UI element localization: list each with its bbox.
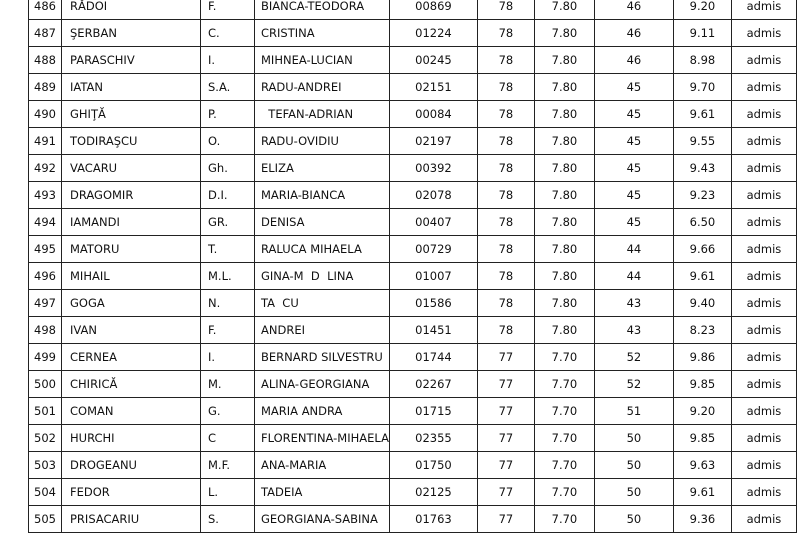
last-name-cell: HURCHI — [62, 425, 201, 452]
candidate-code-cell: 01750 — [389, 452, 477, 479]
row-number-cell: 504 — [29, 479, 62, 506]
result-cell: admis — [731, 506, 796, 533]
secondary-score-cell: 45 — [594, 74, 673, 101]
table-row — [29, 74, 797, 101]
points-cell: 77 — [477, 425, 534, 452]
points-cell: 77 — [477, 452, 534, 479]
points-cell: 78 — [477, 74, 534, 101]
average-cell: 8.98 — [673, 47, 731, 74]
first-name-cell: MARIA-BIANCA — [255, 182, 390, 209]
grade-cell: 7.70 — [534, 506, 594, 533]
result-cell: admis — [731, 371, 796, 398]
last-name-cell: FEDOR — [62, 479, 201, 506]
points-cell: 78 — [477, 209, 534, 236]
first-name-cell: GEORGIANA-SABINA — [255, 506, 390, 533]
first-name-cell: ALINA-GEORGIANA — [255, 371, 390, 398]
first-name-cell: ANA-MARIA — [255, 452, 390, 479]
secondary-score-cell: 45 — [594, 155, 673, 182]
result-cell: admis — [731, 398, 796, 425]
row-number-cell: 503 — [29, 452, 62, 479]
points-cell: 78 — [477, 263, 534, 290]
table-row — [29, 20, 797, 47]
secondary-score-cell: 46 — [594, 20, 673, 47]
result-cell: admis — [731, 344, 796, 371]
candidate-code-cell: 02355 — [389, 425, 477, 452]
first-name-cell: RALUCA MIHAELA — [255, 236, 390, 263]
secondary-score-cell: 43 — [594, 290, 673, 317]
result-cell: admis — [731, 479, 796, 506]
first-name-cell: GINA-M D LINA — [255, 263, 390, 290]
average-cell: 9.11 — [673, 20, 731, 47]
first-name-cell: RADU-OVIDIU — [255, 128, 390, 155]
secondary-score-cell: 52 — [594, 344, 673, 371]
table-row — [29, 317, 797, 344]
table-row — [29, 263, 797, 290]
average-cell: 9.55 — [673, 128, 731, 155]
last-name-cell: MIHAIL — [62, 263, 201, 290]
result-cell: admis — [731, 20, 796, 47]
secondary-score-cell: 50 — [594, 506, 673, 533]
points-cell: 78 — [477, 290, 534, 317]
row-number-cell: 489 — [29, 74, 62, 101]
father-initial-cell: Gh. — [201, 155, 255, 182]
table-row — [29, 47, 797, 74]
table-row — [29, 425, 797, 452]
grade-cell: 7.80 — [534, 0, 594, 20]
secondary-score-cell: 52 — [594, 371, 673, 398]
last-name-cell: DROGEANU — [62, 452, 201, 479]
row-number-cell: 501 — [29, 398, 62, 425]
last-name-cell: VACARU — [62, 155, 201, 182]
table-row — [29, 101, 797, 128]
grade-cell: 7.80 — [534, 236, 594, 263]
row-number-cell: 488 — [29, 47, 62, 74]
average-cell: 9.63 — [673, 452, 731, 479]
result-cell: admis — [731, 452, 796, 479]
first-name-cell: RADU-ANDREI — [255, 74, 390, 101]
first-name-cell: MIHNEA-LUCIAN — [255, 47, 390, 74]
first-name-cell: ELIZA — [255, 155, 390, 182]
row-number-cell: 497 — [29, 290, 62, 317]
points-cell: 77 — [477, 506, 534, 533]
first-name-cell: DENISA — [255, 209, 390, 236]
first-name-cell: BIANCA-TEODORA — [255, 0, 390, 20]
last-name-cell: IVAN — [62, 317, 201, 344]
grade-cell: 7.80 — [534, 317, 594, 344]
last-name-cell: ŞERBAN — [62, 20, 201, 47]
candidate-code-cell: 00245 — [389, 47, 477, 74]
average-cell: 9.20 — [673, 0, 731, 20]
last-name-cell: TODIRAŞCU — [62, 128, 201, 155]
row-number-cell: 494 — [29, 209, 62, 236]
father-initial-cell: M.L. — [201, 263, 255, 290]
grade-cell: 7.80 — [534, 263, 594, 290]
secondary-score-cell: 45 — [594, 101, 673, 128]
row-number-cell: 495 — [29, 236, 62, 263]
average-cell: 9.61 — [673, 101, 731, 128]
points-cell: 77 — [477, 344, 534, 371]
last-name-cell: CERNEA — [62, 344, 201, 371]
result-cell: admis — [731, 155, 796, 182]
average-cell: 9.85 — [673, 371, 731, 398]
father-initial-cell: M.F. — [201, 452, 255, 479]
candidate-code-cell: 00407 — [389, 209, 477, 236]
points-cell: 78 — [477, 182, 534, 209]
grade-cell: 7.70 — [534, 425, 594, 452]
secondary-score-cell: 45 — [594, 128, 673, 155]
row-number-cell: 505 — [29, 506, 62, 533]
last-name-cell: IAMANDI — [62, 209, 201, 236]
grade-cell: 7.80 — [534, 74, 594, 101]
first-name-cell: FLORENTINA-MIHAELA — [255, 425, 390, 452]
points-cell: 78 — [477, 20, 534, 47]
grade-cell: 7.80 — [534, 182, 594, 209]
grade-cell: 7.70 — [534, 398, 594, 425]
result-cell: admis — [731, 47, 796, 74]
first-name-cell: TEFAN-ADRIAN — [255, 101, 390, 128]
secondary-score-cell: 43 — [594, 317, 673, 344]
table-row — [29, 452, 797, 479]
candidate-code-cell: 00869 — [389, 0, 477, 20]
result-cell: admis — [731, 263, 796, 290]
father-initial-cell: S.A. — [201, 74, 255, 101]
results-table-body — [29, 0, 797, 533]
grade-cell: 7.80 — [534, 47, 594, 74]
grade-cell: 7.80 — [534, 101, 594, 128]
table-row — [29, 236, 797, 263]
candidate-code-cell: 02125 — [389, 479, 477, 506]
first-name-cell: MARIA ANDRA — [255, 398, 390, 425]
father-initial-cell: T. — [201, 236, 255, 263]
grade-cell: 7.70 — [534, 371, 594, 398]
father-initial-cell: P. — [201, 101, 255, 128]
last-name-cell: DRAGOMIR — [62, 182, 201, 209]
candidate-code-cell: 00729 — [389, 236, 477, 263]
table-row — [29, 128, 797, 155]
result-cell: admis — [731, 317, 796, 344]
average-cell: 9.40 — [673, 290, 731, 317]
table-row — [29, 479, 797, 506]
row-number-cell: 493 — [29, 182, 62, 209]
table-row — [29, 506, 797, 533]
row-number-cell: 486 — [29, 0, 62, 20]
candidate-code-cell: 02078 — [389, 182, 477, 209]
row-number-cell: 490 — [29, 101, 62, 128]
first-name-cell: TA CU — [255, 290, 390, 317]
average-cell: 9.36 — [673, 506, 731, 533]
candidate-code-cell: 00392 — [389, 155, 477, 182]
candidate-code-cell: 01715 — [389, 398, 477, 425]
table-row — [29, 398, 797, 425]
father-initial-cell: C. — [201, 20, 255, 47]
father-initial-cell: L. — [201, 479, 255, 506]
points-cell: 78 — [477, 317, 534, 344]
points-cell: 77 — [477, 371, 534, 398]
table-row — [29, 182, 797, 209]
grade-cell: 7.70 — [534, 344, 594, 371]
row-number-cell: 498 — [29, 317, 62, 344]
points-cell: 77 — [477, 479, 534, 506]
grade-cell: 7.80 — [534, 290, 594, 317]
last-name-cell: PARASCHIV — [62, 47, 201, 74]
secondary-score-cell: 50 — [594, 425, 673, 452]
table-row — [29, 155, 797, 182]
candidate-code-cell: 01586 — [389, 290, 477, 317]
secondary-score-cell: 46 — [594, 47, 673, 74]
table-row — [29, 344, 797, 371]
grade-cell: 7.70 — [534, 452, 594, 479]
results-table — [28, 0, 797, 533]
last-name-cell: GOGA — [62, 290, 201, 317]
father-initial-cell: O. — [201, 128, 255, 155]
secondary-score-cell: 50 — [594, 452, 673, 479]
row-number-cell: 502 — [29, 425, 62, 452]
average-cell: 9.23 — [673, 182, 731, 209]
candidate-code-cell: 01007 — [389, 263, 477, 290]
candidate-code-cell: 02197 — [389, 128, 477, 155]
result-cell: admis — [731, 209, 796, 236]
candidate-code-cell: 01763 — [389, 506, 477, 533]
average-cell: 9.85 — [673, 425, 731, 452]
table-row — [29, 371, 797, 398]
average-cell: 9.43 — [673, 155, 731, 182]
father-initial-cell: N. — [201, 290, 255, 317]
points-cell: 78 — [477, 47, 534, 74]
last-name-cell: GHIŢĂ — [62, 101, 201, 128]
first-name-cell: TADEIA — [255, 479, 390, 506]
average-cell: 9.86 — [673, 344, 731, 371]
candidate-code-cell: 01224 — [389, 20, 477, 47]
row-number-cell: 500 — [29, 371, 62, 398]
result-cell: admis — [731, 101, 796, 128]
father-initial-cell: C — [201, 425, 255, 452]
first-name-cell: CRISTINA — [255, 20, 390, 47]
father-initial-cell: S. — [201, 506, 255, 533]
candidate-code-cell: 02151 — [389, 74, 477, 101]
table-row — [29, 290, 797, 317]
secondary-score-cell: 44 — [594, 236, 673, 263]
last-name-cell: IATAN — [62, 74, 201, 101]
points-cell: 78 — [477, 0, 534, 20]
table-row — [29, 209, 797, 236]
last-name-cell: MATORU — [62, 236, 201, 263]
father-initial-cell: I. — [201, 344, 255, 371]
grade-cell: 7.80 — [534, 155, 594, 182]
candidate-code-cell: 01451 — [389, 317, 477, 344]
points-cell: 78 — [477, 101, 534, 128]
grade-cell: 7.80 — [534, 209, 594, 236]
secondary-score-cell: 50 — [594, 479, 673, 506]
points-cell: 78 — [477, 155, 534, 182]
last-name-cell: RĂDOI — [62, 0, 201, 20]
secondary-score-cell: 46 — [594, 0, 673, 20]
candidate-code-cell: 01744 — [389, 344, 477, 371]
result-cell: admis — [731, 425, 796, 452]
grade-cell: 7.70 — [534, 479, 594, 506]
points-cell: 77 — [477, 398, 534, 425]
last-name-cell: CHIRICĂ — [62, 371, 201, 398]
average-cell: 9.70 — [673, 74, 731, 101]
father-initial-cell: G. — [201, 398, 255, 425]
points-cell: 78 — [477, 236, 534, 263]
secondary-score-cell: 45 — [594, 209, 673, 236]
average-cell: 8.23 — [673, 317, 731, 344]
average-cell: 9.66 — [673, 236, 731, 263]
result-cell: admis — [731, 128, 796, 155]
row-number-cell: 487 — [29, 20, 62, 47]
father-initial-cell: M. — [201, 371, 255, 398]
first-name-cell: ANDREI — [255, 317, 390, 344]
average-cell: 9.20 — [673, 398, 731, 425]
father-initial-cell: D.I. — [201, 182, 255, 209]
table-row — [29, 0, 797, 20]
row-number-cell: 491 — [29, 128, 62, 155]
last-name-cell: COMAN — [62, 398, 201, 425]
result-cell: admis — [731, 0, 796, 20]
result-cell: admis — [731, 74, 796, 101]
row-number-cell: 492 — [29, 155, 62, 182]
result-cell: admis — [731, 182, 796, 209]
average-cell: 6.50 — [673, 209, 731, 236]
father-initial-cell: F. — [201, 0, 255, 20]
row-number-cell: 499 — [29, 344, 62, 371]
result-cell: admis — [731, 236, 796, 263]
father-initial-cell: GR. — [201, 209, 255, 236]
secondary-score-cell: 51 — [594, 398, 673, 425]
father-initial-cell: I. — [201, 47, 255, 74]
grade-cell: 7.80 — [534, 20, 594, 47]
results-sheet — [28, 0, 797, 533]
father-initial-cell: F. — [201, 317, 255, 344]
candidate-code-cell: 00084 — [389, 101, 477, 128]
row-number-cell: 496 — [29, 263, 62, 290]
last-name-cell: PRISACARIU — [62, 506, 201, 533]
average-cell: 9.61 — [673, 263, 731, 290]
first-name-cell: BERNARD SILVESTRU — [255, 344, 390, 371]
candidate-code-cell: 02267 — [389, 371, 477, 398]
secondary-score-cell: 45 — [594, 182, 673, 209]
points-cell: 78 — [477, 128, 534, 155]
grade-cell: 7.80 — [534, 128, 594, 155]
secondary-score-cell: 44 — [594, 263, 673, 290]
result-cell: admis — [731, 290, 796, 317]
average-cell: 9.61 — [673, 479, 731, 506]
